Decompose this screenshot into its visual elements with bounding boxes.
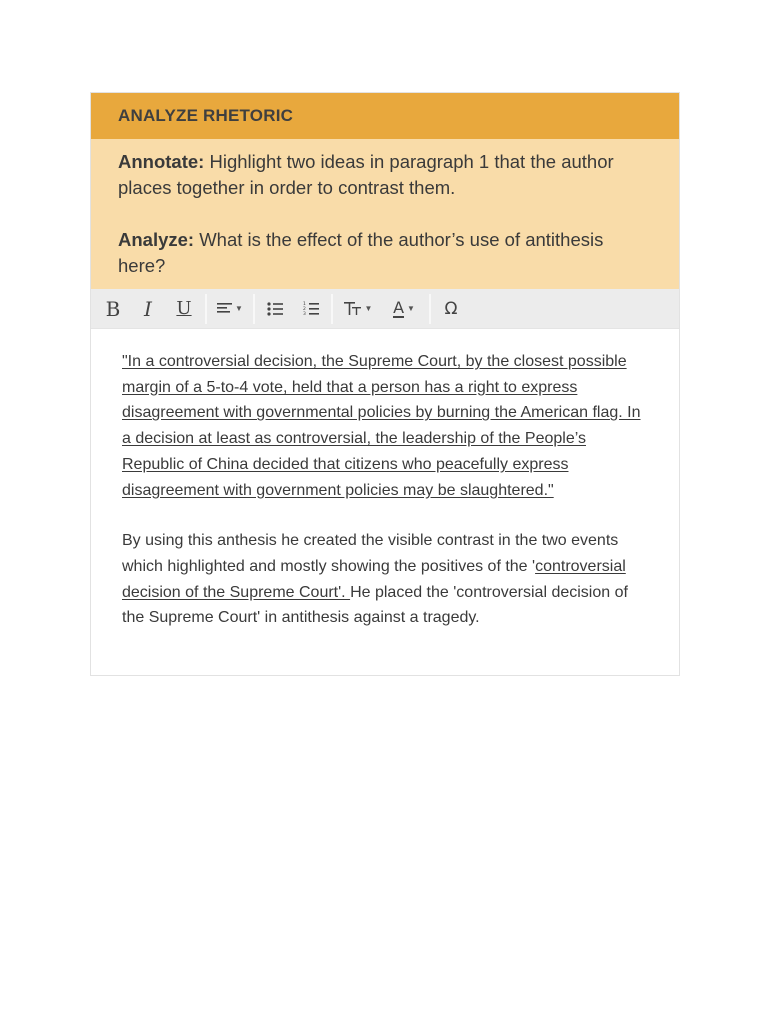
toolbar-divider bbox=[331, 294, 333, 324]
chevron-down-icon: ▼ bbox=[407, 304, 415, 313]
analyze-text: What is the effect of the author’s use of antithesis here? bbox=[118, 229, 604, 276]
editor-toolbar bbox=[91, 289, 679, 329]
answer-text-part1: By using this anthesis he created the visible contrast in the two events which highlighted and mostly showing the positives of the ' bbox=[122, 532, 619, 575]
chevron-down-icon: ▼ bbox=[235, 304, 243, 313]
svg-text:2: 2 bbox=[303, 307, 306, 312]
analyze-rhetoric-card bbox=[90, 92, 680, 676]
italic-button[interactable] bbox=[131, 289, 165, 329]
answer-text-part2: He placed the 'controversial decision of the Supreme Court' in antithesis against a tragedy. bbox=[122, 583, 628, 627]
answer-paragraph bbox=[122, 528, 649, 631]
analyze-question bbox=[118, 227, 655, 279]
underline-button[interactable] bbox=[165, 289, 203, 329]
svg-text:3: 3 bbox=[303, 312, 306, 316]
font-color-dropdown-button[interactable] bbox=[381, 289, 427, 329]
answer-underlined-text: controversial decision of the Supreme Court'. bbox=[122, 557, 626, 601]
chevron-down-icon: ▼ bbox=[364, 304, 373, 313]
italic-icon: I bbox=[144, 296, 152, 321]
highlighted-quote: "In a controversial decision, the Supreme Court, by the closest possible margin of a 5-to-4 vote, held that a person has a right to express disagreement with governmental policies by burning the American flag. In a decision at least as controversial, the leadership of the People’s Republic of China decided that citizens who peacefully express disagreement with government policies may be slaughtered." bbox=[122, 353, 641, 499]
align-left-icon bbox=[217, 302, 232, 315]
answer-editor[interactable] bbox=[91, 329, 679, 675]
numbered-list-icon bbox=[303, 301, 319, 316]
omega-icon: Ω bbox=[444, 298, 458, 319]
card-title: ANALYZE RHETORIC bbox=[118, 106, 294, 125]
svg-text:1: 1 bbox=[303, 302, 306, 307]
analyze-label: Analyze: bbox=[118, 229, 195, 250]
annotate-label: Annotate: bbox=[118, 151, 205, 172]
text-size-icon bbox=[344, 301, 362, 316]
toolbar-divider bbox=[429, 294, 431, 324]
font-size-dropdown-button[interactable] bbox=[335, 289, 381, 329]
annotate-text: Highlight two ideas in paragraph 1 that the author places together in order to contrast them. bbox=[118, 151, 614, 198]
bold-icon: B bbox=[105, 296, 121, 321]
bullet-list-icon bbox=[267, 302, 283, 316]
bullet-list-button[interactable] bbox=[257, 289, 293, 329]
annotate-instruction bbox=[118, 149, 655, 201]
underline-icon: U bbox=[176, 298, 192, 319]
bold-button[interactable] bbox=[95, 289, 131, 329]
prompt-panel bbox=[91, 139, 679, 289]
toolbar-divider bbox=[205, 294, 207, 324]
font-color-icon: A bbox=[393, 297, 405, 317]
numbered-list-button[interactable] bbox=[293, 289, 329, 329]
toolbar-divider bbox=[253, 294, 255, 324]
align-dropdown-button[interactable] bbox=[209, 289, 251, 329]
special-character-button[interactable] bbox=[433, 289, 469, 329]
card-header bbox=[91, 93, 679, 139]
